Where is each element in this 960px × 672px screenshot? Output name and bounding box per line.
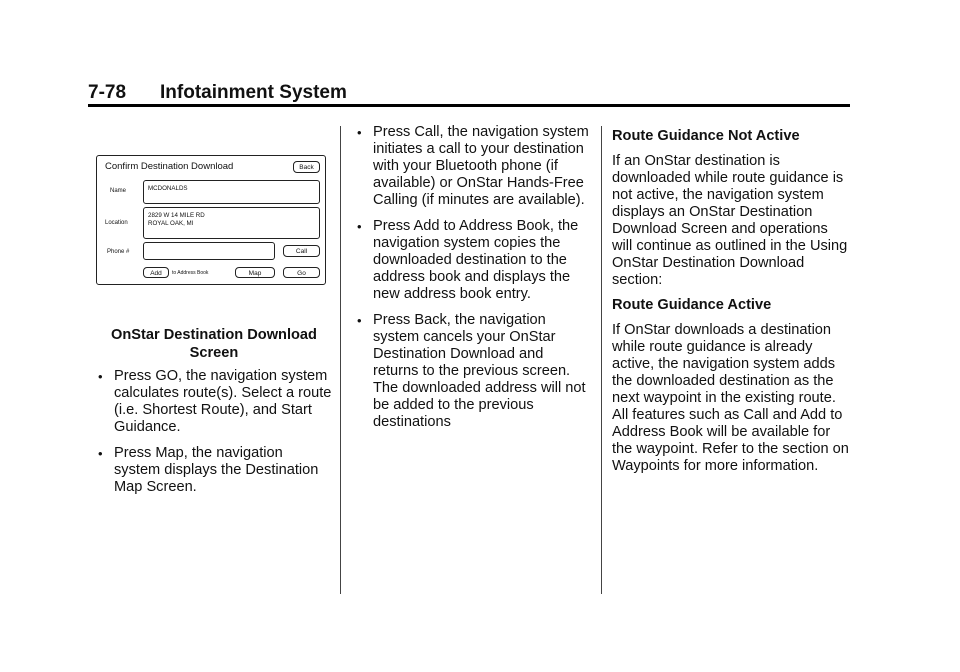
- phone-label: Phone #: [107, 249, 130, 255]
- location-field: [143, 207, 320, 239]
- screen-title: Confirm Destination Download: [105, 161, 234, 172]
- add-button: Add: [143, 267, 169, 278]
- column-2: [355, 124, 591, 440]
- column-divider-1: [340, 126, 341, 594]
- location-label: Location: [105, 220, 128, 226]
- header-rule: [88, 104, 850, 107]
- name-value: MCDONALDS: [148, 185, 188, 192]
- page-number: 7-78: [88, 82, 127, 103]
- list-item: • Press Call, the navigation system initiates a call to your destination with your Bluetooth phone (if available) or OnStar Hands-Free Calling (if minutes are available).: [357, 124, 589, 208]
- subheading-active: Route Guidance Active: [612, 297, 772, 313]
- bullet-glyph: •: [98, 446, 103, 461]
- destination-download-screen-figure: [96, 155, 326, 285]
- name-field: [143, 180, 320, 204]
- figure-caption: OnStar Destination Download Screen: [111, 327, 317, 361]
- column-divider-2: [601, 126, 602, 594]
- bullet-glyph: •: [357, 313, 362, 328]
- name-label: Name: [110, 188, 127, 194]
- list-item: • Press Map, the navigation system displays the Destination Map Screen.: [98, 445, 319, 495]
- add-note: to Address Book: [172, 270, 209, 276]
- subheading-not-active: Route Guidance Not Active: [612, 128, 800, 144]
- column-3: [612, 128, 852, 483]
- page-header: [88, 82, 850, 106]
- location-line-1: 2829 W 14 MILE RD: [148, 212, 205, 219]
- call-button: Call: [283, 245, 320, 257]
- list-item: • Press Add to Address Book, the navigation system copies the downloaded destination to the address book and displays the new address book entry.: [357, 218, 579, 302]
- map-button: Map: [235, 267, 275, 278]
- section-title: Infotainment System: [160, 82, 347, 103]
- back-button: Back: [293, 161, 320, 173]
- go-button: Go: [283, 267, 320, 278]
- phone-field: [143, 242, 275, 260]
- bullet-glyph: •: [357, 219, 362, 234]
- bullet-glyph: •: [357, 125, 362, 140]
- paragraph-active: If OnStar downloads a destination while route guidance is already active, the navigation system adds the downloaded destination as the next waypoint in the existing route. All features such as Call and Add to Address Book will be available for the waypoint. Refer to the section on Waypoints for more information.: [612, 322, 849, 474]
- location-line-2: ROYAL OAK, MI: [148, 220, 194, 227]
- list-item: • Press Back, the navigation system cancels your OnStar Destination Download and returns to the previous screen. The downloaded address will not be added to the previous destinations: [357, 312, 586, 430]
- column-1: [96, 368, 332, 505]
- list-item: • Press GO, the navigation system calculates route(s). Select a route (i.e. Shortest Route), and Start Guidance.: [98, 368, 332, 435]
- paragraph-not-active: If an OnStar destination is downloaded while route guidance is not active, the navigation system displays an OnStar Destination Download Screen and operations will continue as outlined in the Using OnStar Destination Download section:: [612, 153, 848, 288]
- bullet-glyph: •: [98, 369, 103, 384]
